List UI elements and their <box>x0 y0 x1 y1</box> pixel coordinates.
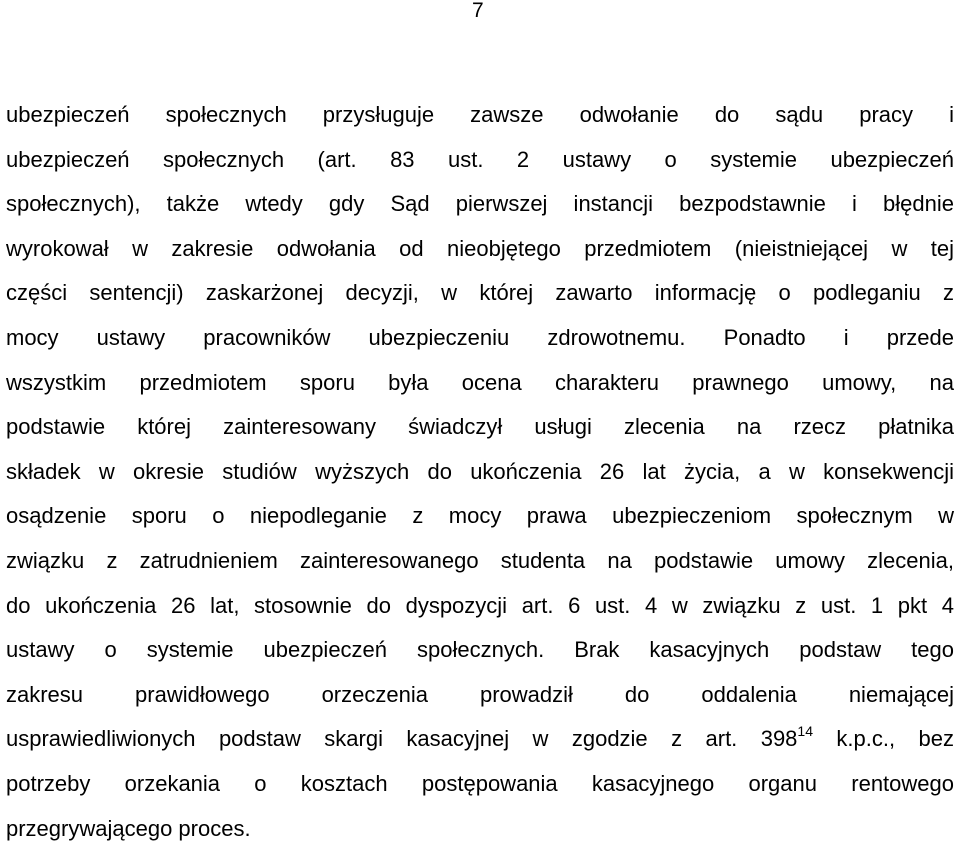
text-segment: usprawiedliwionych podstaw skargi kasacyjnej w zgodzie z art. 398 <box>6 726 797 751</box>
text-line: podstawie której zainteresowany świadczył usługi zlecenia na rzecz płatnika <box>6 405 954 450</box>
text-line: części sentencji) zaskarżonej decyzji, w której zawarto informację o podleganiu z <box>6 271 954 316</box>
text-line: ubezpieczeń społecznych (art. 83 ust. 2 ustawy o systemie ubezpieczeń <box>6 138 954 183</box>
text-line: potrzeby orzekania o kosztach postępowania kasacyjnego organu rentowego <box>6 762 954 807</box>
body-paragraph <box>6 93 954 851</box>
text-line: wyrokował w zakresie odwołania od nieobjętego przedmiotem (nieistniejącej w tej <box>6 227 954 272</box>
text-segment: k.p.c., bez <box>813 726 954 751</box>
text-line-last: przegrywającego proces. <box>6 807 954 851</box>
superscript-article-number: 14 <box>797 723 813 739</box>
text-line: związku z zatrudnieniem zainteresowanego studenta na podstawie umowy zlecenia, <box>6 539 954 584</box>
text-line: społecznych), także wtedy gdy Sąd pierwszej instancji bezpodstawnie i błędnie <box>6 182 954 227</box>
text-line: składek w okresie studiów wyższych do ukończenia 26 lat życia, a w konsekwencji <box>6 450 954 495</box>
text-line: wszystkim przedmiotem sporu była ocena charakteru prawnego umowy, na <box>6 361 954 406</box>
text-line: osądzenie sporu o niepodleganie z mocy prawa ubezpieczeniom społecznym w <box>6 494 954 539</box>
text-line: do ukończenia 26 lat, stosownie do dyspozycji art. 6 ust. 4 w związku z ust. 1 pkt 4 <box>6 584 954 629</box>
text-line-with-superscript <box>6 717 954 762</box>
text-line: mocy ustawy pracowników ubezpieczeniu zdrowotnemu. Ponadto i przede <box>6 316 954 361</box>
text-line: ubezpieczeń społecznych przysługuje zawsze odwołanie do sądu pracy i <box>6 93 954 138</box>
text-line: zakresu prawidłowego orzeczenia prowadził do oddalenia niemającej <box>6 673 954 718</box>
page-number: 7 <box>472 0 484 22</box>
text-line: ustawy o systemie ubezpieczeń społecznych. Brak kasacyjnych podstaw tego <box>6 628 954 673</box>
